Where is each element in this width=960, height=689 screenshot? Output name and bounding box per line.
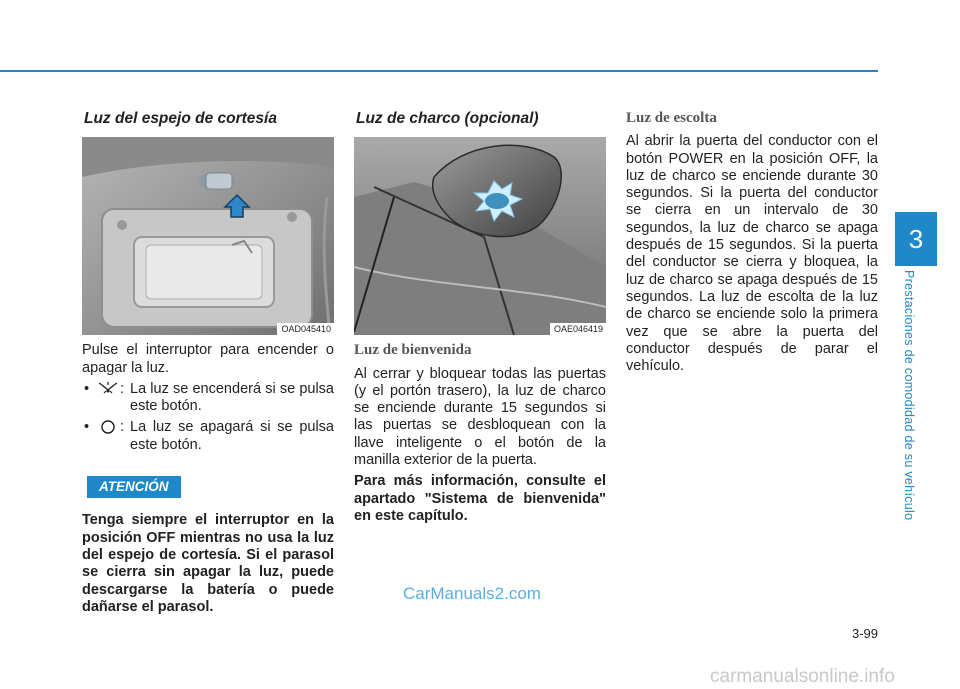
figure-code: OAE046419 <box>550 323 606 335</box>
bullet-dot: • <box>84 419 90 436</box>
chapter-title: Prestaciones de comodidad de su vehículo <box>902 270 916 521</box>
colon: : <box>120 380 125 397</box>
welcome-light-reference: Para más información, consulte el apartado "Sistema de bienvenida" en este capítulo. <box>354 473 606 524</box>
page-number: 3-99 <box>851 626 878 641</box>
puddle-lamp-heading: Luz de charco (opcional) <box>356 110 539 127</box>
watermark-link[interactable]: CarManuals2.com <box>403 584 541 603</box>
puddle-lamp-figure <box>354 137 606 335</box>
side-mirror-illustration <box>354 137 606 335</box>
chapter-tab <box>895 212 937 266</box>
lamp-on-icon <box>98 381 120 398</box>
column-puddle-lamp <box>354 110 606 529</box>
vanity-mirror-heading: Luz del espejo de cortesía <box>84 110 277 127</box>
caution-badge: ATENCIÓN <box>87 476 181 498</box>
welcome-light-text: Al cerrar y bloquear todas las puertas (y el portón trasero), la luz de charco se enciende durante 15 segundos si las puertas se desbloquean con la llave inteligente o el botón de la manilla exterior de la puerta. <box>354 365 606 469</box>
lamp-off-icon <box>98 419 120 436</box>
vanity-intro: Pulse el interruptor para encender o apagar la luz. <box>82 342 334 376</box>
colon: : <box>120 419 125 436</box>
sun-visor-illustration <box>82 137 334 335</box>
bullet-lamp-off <box>82 419 334 454</box>
lamp-on-text: La luz se encenderá si se pulsa este botón. <box>130 380 334 415</box>
welcome-light-heading: Luz de bienvenida <box>354 342 472 359</box>
column-vanity-mirror <box>82 110 334 620</box>
header-rule <box>0 70 878 72</box>
caution-text: Tenga siempre el interruptor en la posición OFF mientras no usa la luz del espejo de cortesía. Si el parasol se cierra sin apagar la luz, puede descargarse la batería o puede dañarse el parasol. <box>82 512 334 615</box>
lamp-off-text: La luz se apagará si se pulsa este botón. <box>130 419 334 453</box>
escort-light-text: Al abrir la puerta del conductor con el botón POWER en la posición OFF, la luz de charco se enciende durante 30 segundos. Si la puerta del conductor se cierra en un intervalo de 30 segundos, la luz de charco se apaga después de 15 segundos. Si la puerta del conductor se cierra y bloquea, la luz de charco se apaga después de 15 segundos. La luz de escolta de la luz de charco se enciende solo la primera vez que se abre la puerta del conductor después de parar el vehículo. <box>626 133 878 375</box>
figure-code: OAD045410 <box>277 323 334 335</box>
column-escort-light <box>626 110 878 379</box>
bullet-lamp-on <box>82 381 334 416</box>
chapter-number: 3 <box>908 224 924 254</box>
escort-light-heading: Luz de escolta <box>626 110 717 126</box>
footer-watermark: carmanualsonline.info <box>710 666 895 687</box>
vanity-mirror-figure <box>82 137 334 335</box>
bullet-dot: • <box>84 380 90 397</box>
